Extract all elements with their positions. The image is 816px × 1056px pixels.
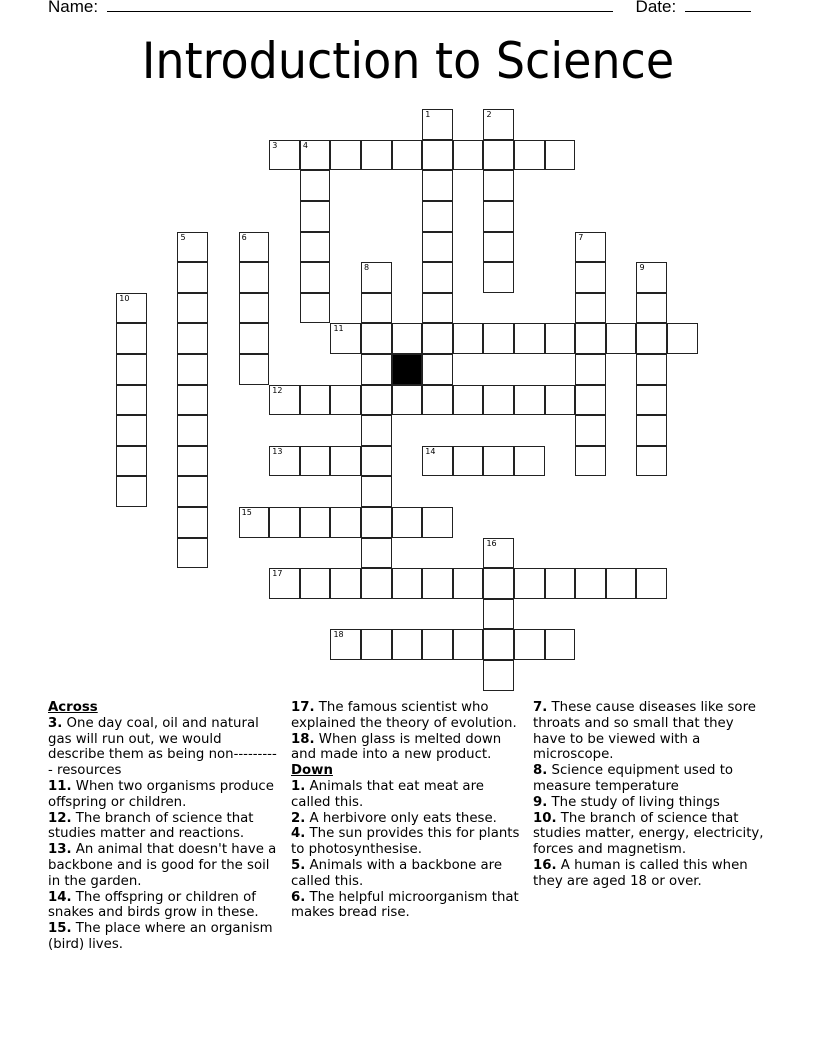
clue-across-15: 15. The place where an organism (bird) lives. (48, 921, 273, 952)
grid-cell[interactable] (545, 568, 576, 599)
grid-cell[interactable] (300, 140, 331, 171)
clue-number: 14 (425, 446, 436, 456)
grid-cell[interactable] (483, 599, 514, 630)
grid-cell[interactable] (361, 507, 392, 538)
grid-cell[interactable] (300, 385, 331, 416)
grid-cell[interactable] (177, 476, 208, 507)
clue-number: 1 (425, 110, 431, 120)
grid-cell[interactable] (392, 140, 423, 171)
grid-cell[interactable] (300, 507, 331, 538)
clue-across-13: 13. An animal that doesn't have a backbone and is good for the soil in the garden. (48, 842, 277, 889)
clue-down-4: 4. The sun provides this for plants to photosynthesise. (291, 826, 520, 858)
clue-across-3: 3. One day coal, oil and natural gas will run out, we would describe them as being non---------- resources (48, 715, 277, 779)
grid-cell[interactable] (269, 568, 300, 599)
grid-cell[interactable] (300, 170, 331, 201)
clues-column-2 (291, 700, 523, 921)
grid-cell[interactable] (116, 476, 147, 507)
clue-number: 12 (272, 385, 283, 395)
grid-cell[interactable] (239, 354, 270, 385)
grid-cell[interactable] (330, 385, 361, 416)
grid-cell[interactable] (361, 629, 392, 660)
name-label: Name: (48, 0, 99, 16)
grid-cell[interactable] (330, 323, 361, 354)
clue-number: 10 (119, 293, 130, 303)
clues-column-1 (48, 700, 280, 953)
grid-cell[interactable] (514, 323, 545, 354)
grid-cell[interactable] (422, 232, 453, 263)
clue-down-6: 6. The helpful microorganism that makes bread rise. (291, 889, 519, 921)
grid-cell[interactable] (392, 629, 423, 660)
clue-number: 2 (486, 110, 492, 120)
grid-cell[interactable] (361, 415, 392, 446)
clue-number: 15 (241, 508, 252, 518)
clue-down-16: 16. A human is called this when they are aged 18 or over. (533, 857, 748, 889)
grid-cell[interactable] (575, 232, 606, 263)
grid-cell[interactable] (483, 446, 514, 477)
grid-cell[interactable] (422, 507, 453, 538)
grid-cell[interactable] (300, 293, 331, 324)
grid-cell[interactable] (116, 354, 147, 385)
clue-down-1: 1. Animals that eat meat are called this. (291, 778, 484, 810)
grid-cell[interactable] (392, 385, 423, 416)
grid-cell[interactable] (575, 262, 606, 293)
clue-number: 7 (578, 232, 584, 242)
grid-cell[interactable] (392, 323, 423, 354)
grid-cell[interactable] (422, 170, 453, 201)
grid-cell[interactable] (453, 629, 484, 660)
grid-cell[interactable] (575, 323, 606, 354)
grid-cell[interactable] (422, 109, 453, 140)
down-heading: Down (291, 763, 333, 779)
grid-cell[interactable] (514, 629, 545, 660)
grid-cell[interactable] (361, 568, 392, 599)
clue-number: 9 (639, 263, 645, 273)
grid-cell[interactable] (422, 262, 453, 293)
grid-cell[interactable] (422, 293, 453, 324)
grid-cell[interactable] (361, 538, 392, 569)
grid-cell[interactable] (667, 323, 698, 354)
black-cell (392, 354, 423, 385)
grid-cell[interactable] (361, 293, 392, 324)
grid-cell[interactable] (116, 415, 147, 446)
grid-cell[interactable] (177, 262, 208, 293)
grid-cell[interactable] (300, 446, 331, 477)
grid-cell[interactable] (422, 140, 453, 171)
grid-cell[interactable] (269, 140, 300, 171)
page-title: Introduction to Science (141, 32, 675, 90)
clue-number: 17 (272, 569, 283, 579)
grid-cell[interactable] (606, 323, 637, 354)
grid-cell[interactable] (483, 140, 514, 171)
grid-cell[interactable] (575, 568, 606, 599)
grid-cell[interactable] (177, 507, 208, 538)
clue-across-14: 14. The offspring or children of snakes and birds grow in these. (48, 889, 259, 921)
grid-cell[interactable] (514, 140, 545, 171)
clue-number: 6 (241, 232, 247, 242)
grid-cell[interactable] (361, 476, 392, 507)
grid-cell[interactable] (483, 538, 514, 569)
grid-cell[interactable] (636, 354, 667, 385)
clue-number: 5 (180, 232, 186, 242)
grid-cell[interactable] (269, 385, 300, 416)
grid-cell[interactable] (300, 201, 331, 232)
grid-cell[interactable] (636, 446, 667, 477)
grid-cell[interactable] (483, 660, 514, 691)
grid-cell[interactable] (300, 568, 331, 599)
grid-cell[interactable] (636, 323, 667, 354)
grid-cell[interactable] (392, 568, 423, 599)
grid-cell[interactable] (636, 262, 667, 293)
grid-cell[interactable] (300, 262, 331, 293)
clue-number: 8 (364, 263, 370, 273)
grid-cell[interactable] (330, 629, 361, 660)
clue-number: 16 (486, 538, 497, 548)
grid-cell[interactable] (116, 323, 147, 354)
grid-cell[interactable] (239, 262, 270, 293)
grid-cell[interactable] (177, 415, 208, 446)
grid-cell[interactable] (575, 415, 606, 446)
grid-cell[interactable] (422, 446, 453, 477)
grid-cell[interactable] (116, 446, 147, 477)
grid-cell[interactable] (636, 385, 667, 416)
grid-cell[interactable] (361, 385, 392, 416)
clue-number: 4 (302, 140, 308, 150)
grid-cell[interactable] (545, 385, 576, 416)
clues-column-3 (533, 700, 765, 890)
clue-number: 11 (333, 324, 344, 334)
clue-down-8: 8. Science equipment used to measure temperature (533, 763, 734, 794)
grid-cell[interactable] (453, 140, 484, 171)
grid-cell[interactable] (177, 293, 208, 324)
grid-cell[interactable] (483, 262, 514, 293)
grid-cell[interactable] (422, 629, 453, 660)
grid-cell[interactable] (177, 323, 208, 354)
grid-cell[interactable] (453, 568, 484, 599)
grid-cell[interactable] (422, 354, 453, 385)
grid-cell[interactable] (483, 629, 514, 660)
grid-cell[interactable] (514, 446, 545, 477)
clue-down-10: 10. The branch of science that studies matter, energy, electricity, forces and magnetism. (533, 810, 764, 858)
grid-cell[interactable] (483, 323, 514, 354)
grid-cell[interactable] (239, 507, 270, 538)
grid-cell[interactable] (269, 507, 300, 538)
grid-cell[interactable] (177, 538, 208, 569)
clue-down-9: 9. The study of living things (533, 794, 720, 810)
grid-cell[interactable] (177, 446, 208, 477)
grid-cell[interactable] (177, 354, 208, 385)
grid-cell[interactable] (483, 109, 514, 140)
grid-cell[interactable] (636, 568, 667, 599)
grid-cell[interactable] (575, 446, 606, 477)
date-label: Date: (635, 0, 677, 16)
grid-cell[interactable] (575, 385, 606, 416)
grid-cell[interactable] (330, 446, 361, 477)
grid-cell[interactable] (453, 385, 484, 416)
grid-cell[interactable] (483, 232, 514, 263)
clue-number: 18 (333, 630, 344, 640)
grid-cell[interactable] (361, 262, 392, 293)
clue-number: 13 (272, 446, 283, 456)
grid-cell[interactable] (177, 385, 208, 416)
clue-down-5: 5. Animals with a backbone are called this. (291, 857, 503, 889)
grid-cell[interactable] (636, 415, 667, 446)
across-heading: Across (48, 700, 98, 715)
grid-cell[interactable] (545, 629, 576, 660)
grid-cell[interactable] (606, 568, 637, 599)
grid-cell[interactable] (483, 201, 514, 232)
grid-cell[interactable] (330, 507, 361, 538)
grid-cell[interactable] (116, 293, 147, 324)
grid-cell[interactable] (300, 232, 331, 263)
grid-cell[interactable] (514, 568, 545, 599)
grid-cell[interactable] (422, 323, 453, 354)
grid-cell[interactable] (422, 568, 453, 599)
grid-cell[interactable] (239, 232, 270, 263)
grid-cell[interactable] (545, 323, 576, 354)
grid-cell[interactable] (636, 293, 667, 324)
grid-cell[interactable] (239, 323, 270, 354)
grid-cell[interactable] (116, 385, 147, 416)
grid-cell[interactable] (177, 232, 208, 263)
grid-cell[interactable] (361, 323, 392, 354)
grid-cell[interactable] (483, 170, 514, 201)
grid-cell[interactable] (330, 568, 361, 599)
grid-cell[interactable] (545, 140, 576, 171)
grid-cell[interactable] (483, 568, 514, 599)
clue-across-11: 11. When two organisms produce offspring or children. (48, 778, 274, 810)
clue-number: 3 (272, 140, 278, 150)
grid-cell[interactable] (514, 385, 545, 416)
grid-cell[interactable] (422, 385, 453, 416)
grid-cell[interactable] (269, 446, 300, 477)
clue-down-7: 7. These cause diseases like sore throats and so small that they have to be viewed with a microscope. (533, 700, 756, 763)
grid-cell[interactable] (483, 385, 514, 416)
grid-cell[interactable] (392, 507, 423, 538)
clue-across-12: 12. The branch of science that studies matter and reactions. (48, 810, 254, 842)
clue-across-17: 17. The famous scientist who explained the theory of evolution. (291, 700, 517, 731)
grid-cell[interactable] (575, 293, 606, 324)
grid-cell[interactable] (575, 354, 606, 385)
grid-cell[interactable] (330, 140, 361, 171)
grid-cell[interactable] (453, 446, 484, 477)
grid-cell[interactable] (361, 446, 392, 477)
grid-cell[interactable] (453, 323, 484, 354)
grid-cell[interactable] (239, 293, 270, 324)
clue-across-18: 18. When glass is melted down and made into a new product. (291, 731, 502, 763)
clue-down-2: 2. A herbivore only eats these. (291, 810, 497, 826)
grid-cell[interactable] (361, 354, 392, 385)
grid-cell[interactable] (422, 201, 453, 232)
grid-cell[interactable] (361, 140, 392, 171)
